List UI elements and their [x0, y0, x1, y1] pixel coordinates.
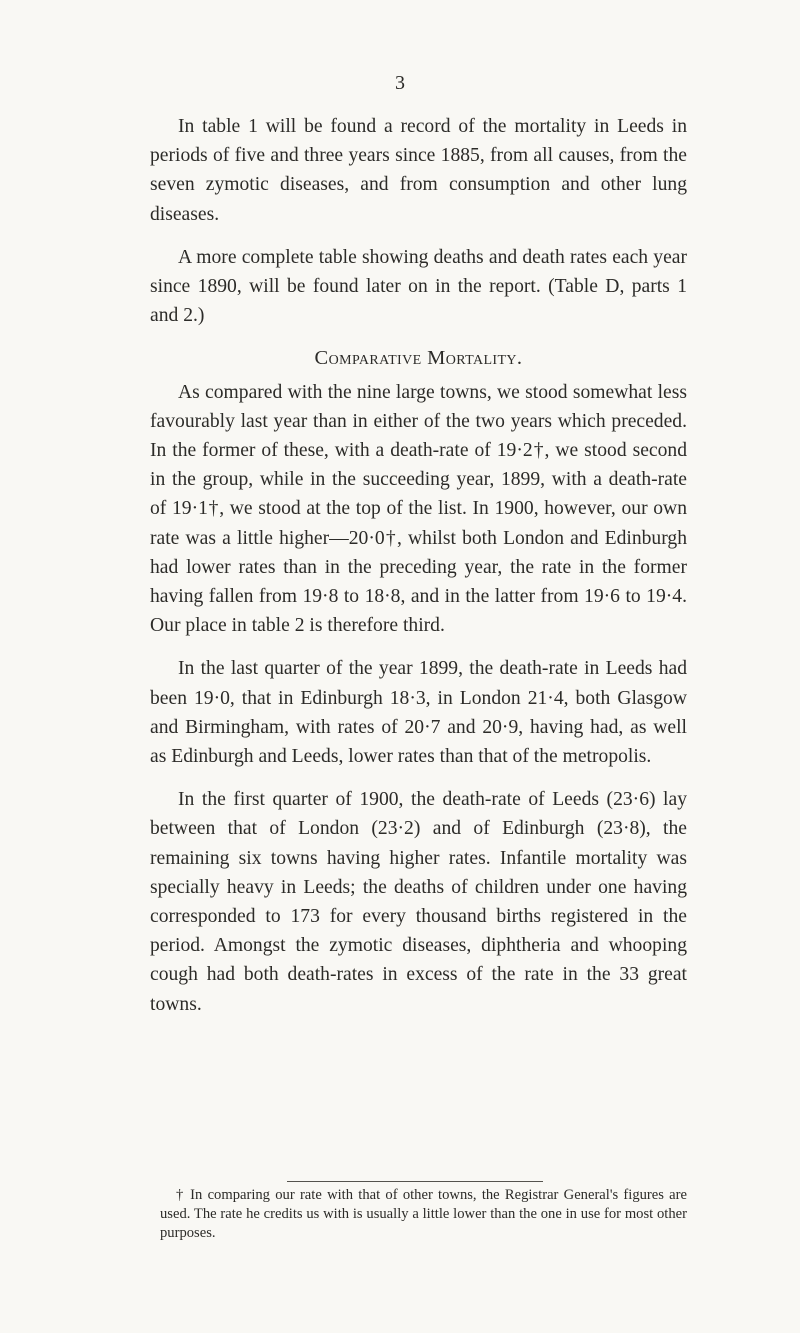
paragraph-complete-table: A more complete table showing deaths and death rates each year since 1890, will be found later on in the report. (Table D, parts 1 and 2.) — [150, 246, 687, 327]
footnote-divider — [287, 1181, 543, 1182]
paragraph-first-quarter-1900: In the first quarter of 1900, the death-rate of Leeds (23·6) lay between that of London (23·2) and of Edinburgh (23·8), the remaining six towns having higher rates. Infantile mortality was specially heavy in Leeds; the deaths of children under one having corresponded to 173 for every thousand births registered in the period. Amongst the zymotic diseases, diphtheria and whooping cough had both death-rates in excess of the rate in the 33 great towns. — [150, 789, 687, 1015]
body-text — [150, 112, 687, 1033]
paragraph-nine-large-towns: As compared with the nine large towns, we stood somewhat less favourably last year than in either of the two years which preceded. In the former of these, with a death-rate of 19·2†, we stood second in the group, while in the succeeding year, 1899, with a death-rate of 19·1†, we stood at the top of the list. In 1900, however, our own rate was a little higher—20·0†, whilst both London and Edinburgh had lower rates than in the preceding year, the rate in the former having fallen from 19·8 to 18·8, and in the latter from 19·6 to 19·4. Our place in table 2 is therefore third. — [150, 381, 687, 637]
paragraph-last-quarter-1899: In the last quarter of the year 1899, the death-rate in Leeds had been 19·0, that in Edinburgh 18·3, in London 21·4, both Glasgow and Birmingham, with rates of 20·7 and 20·9, having had, as well as Edinburgh and Leeds, lower rates than that of the metropolis. — [150, 658, 687, 768]
footnote-text: † In comparing our rate with that of other towns, the Registrar General's figures are used. The rate he credits us with is usually a little lower than the one in use for most other purposes. — [160, 1187, 687, 1241]
footnote — [160, 1186, 687, 1243]
paragraph-table-1-record: In table 1 will be found a record of the mortality in Leeds in periods of five and three years since 1885, from all causes, from the seven zymotic diseases, and from consumption and other lung diseases. — [150, 116, 687, 225]
page-number: 3 — [395, 72, 405, 94]
section-heading: Comparative Mortality. — [314, 347, 523, 370]
